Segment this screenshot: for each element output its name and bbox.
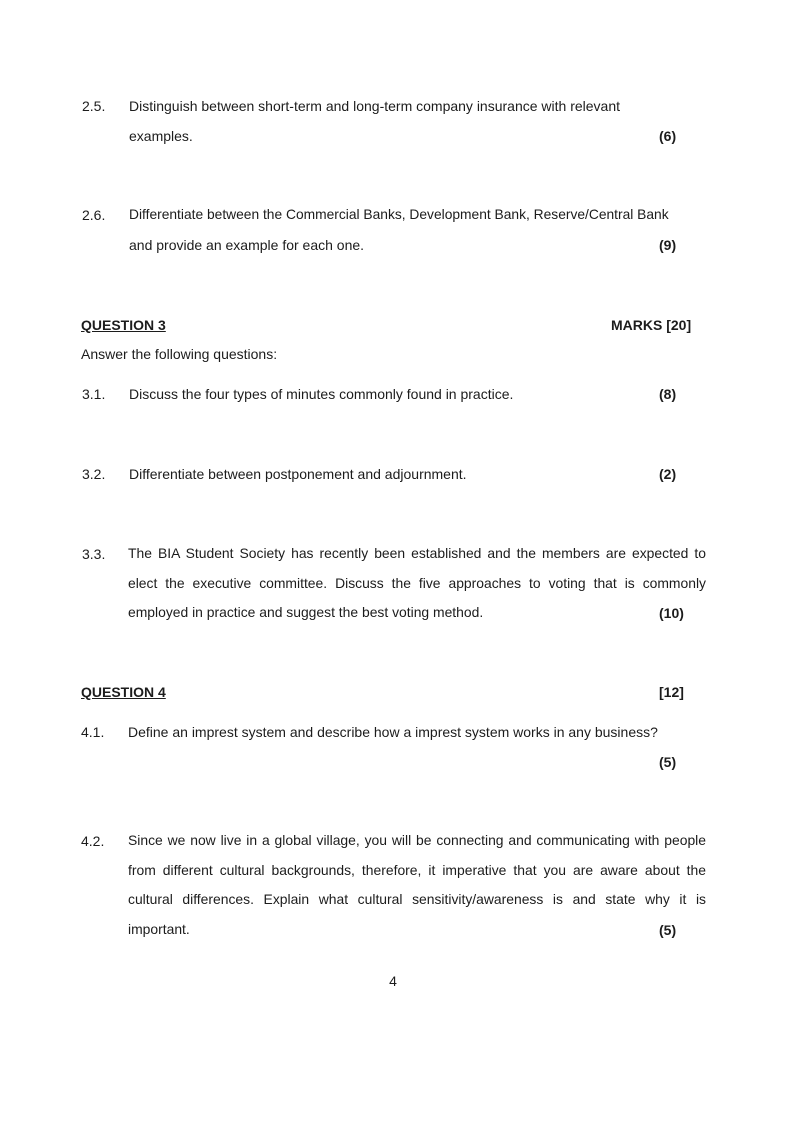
section-total-marks: [12]: [659, 684, 684, 700]
question-text: Differentiate between postponement and adjournment.: [129, 466, 467, 482]
section-instruction: Answer the following questions:: [81, 346, 278, 362]
question-number: 3.1.: [82, 386, 106, 402]
question-text: Define an imprest system and describe how a imprest system works in any business?: [128, 724, 658, 740]
question-marks: (5): [659, 754, 677, 770]
question-text: Distinguish between short-term and long-term company insurance with relevant: [129, 98, 621, 114]
question-text: Differentiate between the Commercial Banks, Development Bank, Reserve/Central Bank: [129, 207, 669, 222]
section-heading: QUESTION 4: [81, 684, 166, 700]
section-total-marks: MARKS [20]: [611, 317, 692, 333]
question-text: The BIA Student Society has recently been established and the members are expected to elect the executive committee. Discuss the five approaches to voting that is commonly employed in practice and suggest the best voting method.: [128, 545, 706, 620]
question-marks: (9): [659, 237, 677, 253]
question-number: 2.5.: [82, 98, 106, 114]
question-number: 3.2.: [82, 466, 106, 482]
question-marks: (10): [659, 605, 684, 621]
question-text: and provide an example for each one.: [129, 237, 365, 253]
question-text: Since we now live in a global village, you will be connecting and communicating with people from different cultural backgrounds, therefore, it imperative that you are aware about the cultural differences. Explain what cultural sensitivity/awareness is and state why it is important.: [128, 832, 706, 937]
question-marks: (8): [659, 386, 677, 402]
question-marks: (2): [659, 466, 677, 482]
page-number: 4: [389, 973, 397, 989]
section-heading: QUESTION 3: [81, 317, 166, 333]
question-marks: (5): [659, 922, 677, 938]
question-number: 2.6.: [82, 207, 106, 223]
question-text: Discuss the four types of minutes commonly found in practice.: [129, 386, 514, 402]
question-text: examples.: [129, 128, 193, 144]
question-number: 4.1.: [81, 724, 105, 740]
question-marks: (6): [659, 128, 677, 144]
question-number: 4.2.: [81, 833, 105, 849]
question-number: 3.3.: [82, 546, 106, 562]
